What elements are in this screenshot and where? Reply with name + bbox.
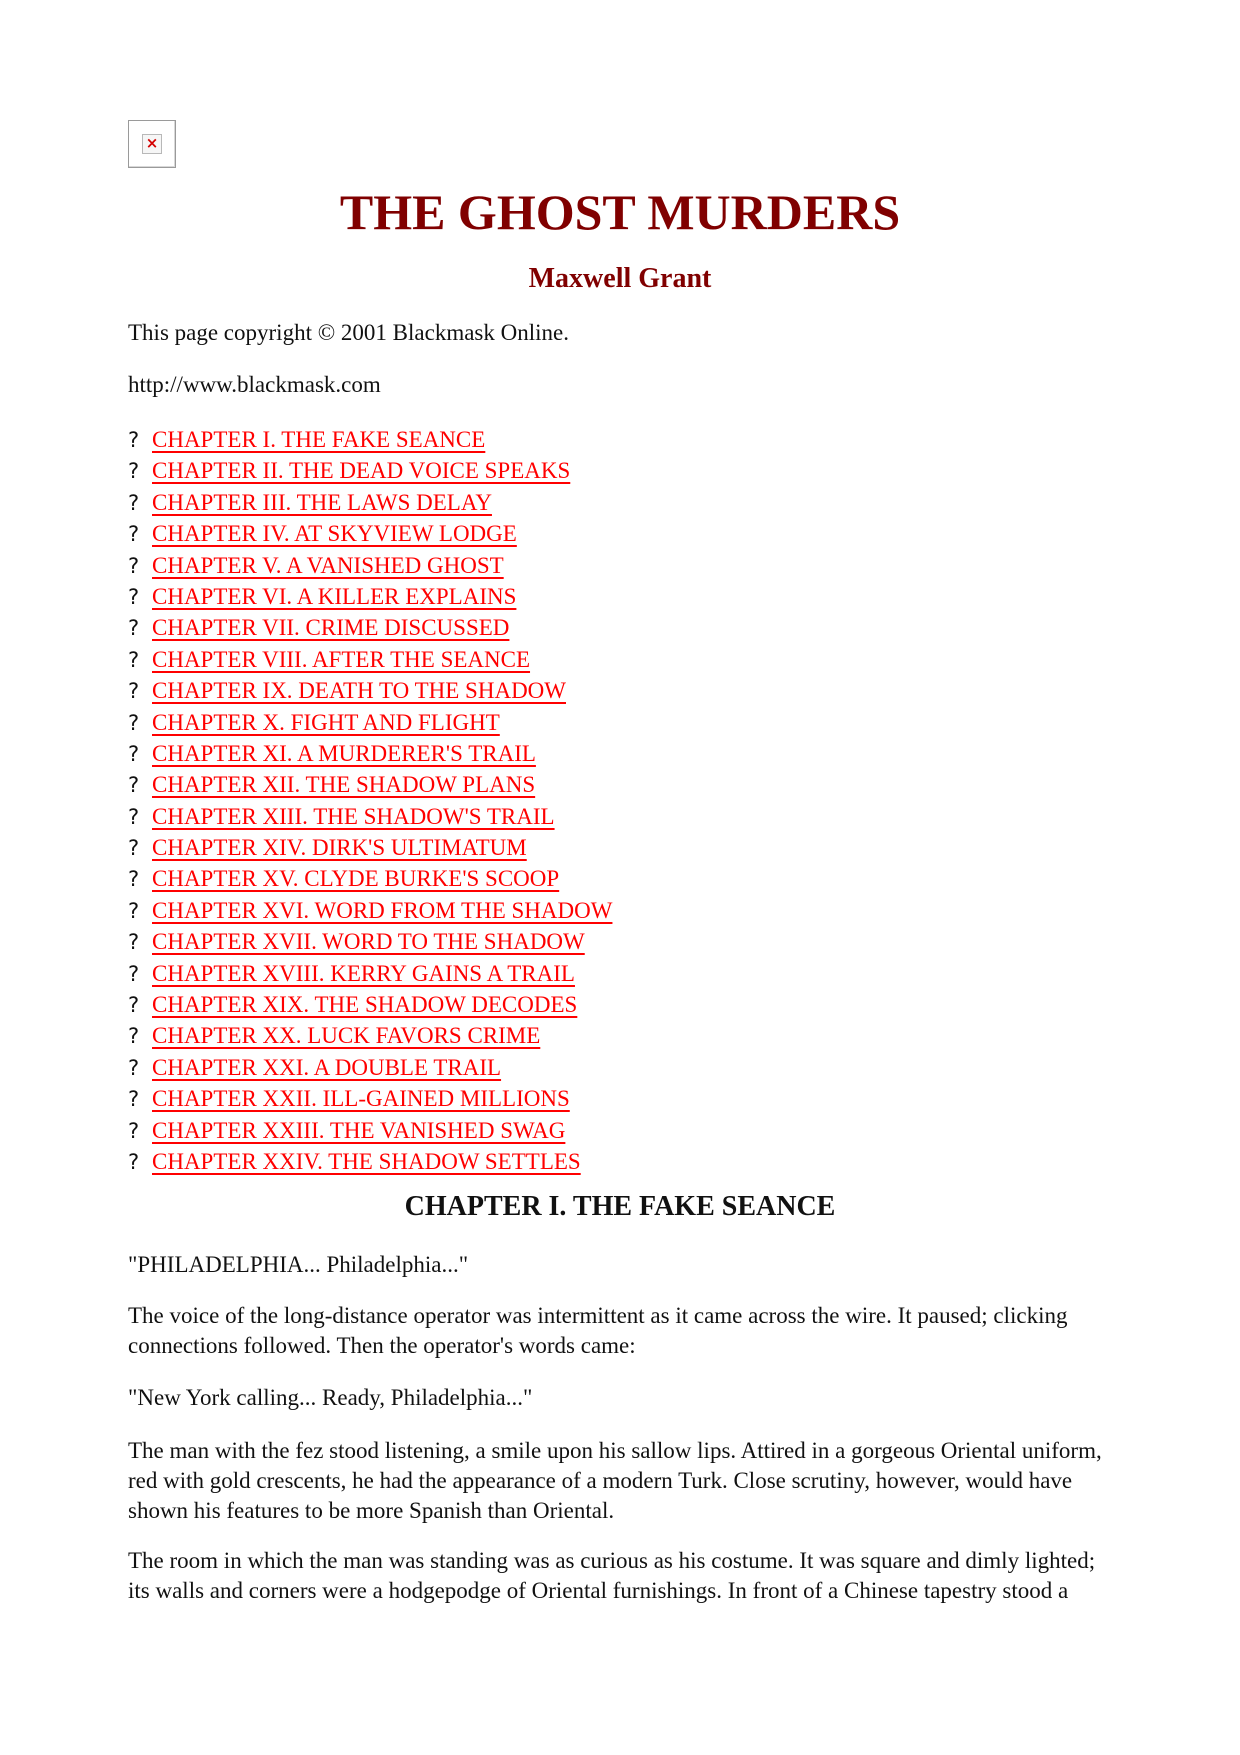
toc-item [128, 990, 612, 1021]
toc-chapter-link[interactable]: CHAPTER XV. CLYDE BURKE'S SCOOP [152, 866, 560, 892]
toc-chapter-link[interactable]: CHAPTER VIII. AFTER THE SEANCE [152, 646, 531, 672]
toc-bullet: ? [128, 804, 140, 829]
toc-bullet: ? [128, 584, 140, 609]
toc-chapter-link[interactable]: CHAPTER XVIII. KERRY GAINS A TRAIL [152, 960, 575, 986]
source-url: http://www.blackmask.com [128, 372, 381, 397]
toc-chapter-link[interactable]: CHAPTER XIII. THE SHADOW'S TRAIL [152, 803, 555, 829]
chapter-paragraph: The voice of the long-distance operator was intermittent as it came across the wire. It paused; clicking connections followed. Then the operator's words came: [128, 1303, 1068, 1358]
book-title: THE GHOST MURDERS [339, 184, 901, 240]
toc-bullet: ? [128, 1055, 140, 1080]
toc-bullet: ? [128, 647, 140, 672]
toc-bullet: ? [128, 1118, 140, 1143]
toc-item [128, 708, 612, 739]
toc-chapter-link[interactable]: CHAPTER VI. A KILLER EXPLAINS [152, 583, 517, 609]
toc-bullet: ? [128, 867, 140, 892]
toc-item [128, 802, 612, 833]
toc-bullet: ? [128, 679, 140, 704]
toc-item [128, 645, 612, 676]
toc-item [128, 676, 612, 707]
chapter-paragraph: "New York calling... Ready, Philadelphia..." [128, 1385, 533, 1410]
toc-item [128, 1053, 612, 1084]
toc-bullet: ? [128, 459, 140, 484]
toc-bullet: ? [128, 490, 140, 515]
toc-bullet: ? [128, 773, 140, 798]
chapter-paragraph: The man with the fez stood listening, a smile upon his sallow lips. Attired in a gorgeous Oriental uniform, red with gold crescents, he had the appearance of a modern Turk. Close scrutiny, however, would have shown his features to be more Spanish than Oriental. [128, 1438, 1102, 1523]
toc-bullet: ? [128, 428, 140, 452]
toc-chapter-link[interactable]: CHAPTER XI. A MURDERER'S TRAIL [152, 740, 536, 766]
toc-item [128, 582, 612, 613]
toc-item [128, 896, 612, 927]
toc-item [128, 1084, 612, 1115]
broken-image-placeholder [128, 120, 176, 168]
toc-chapter-link[interactable]: CHAPTER X. FIGHT AND FLIGHT [152, 709, 500, 735]
toc-chapter-link[interactable]: CHAPTER V. A VANISHED GHOST [152, 552, 504, 578]
toc-item [128, 959, 612, 990]
toc-chapter-link[interactable]: CHAPTER II. THE DEAD VOICE SPEAKS [152, 458, 571, 484]
toc-chapter-link[interactable]: CHAPTER I. THE FAKE SEANCE [152, 427, 486, 452]
toc-bullet: ? [128, 553, 140, 578]
toc-chapter-link[interactable]: CHAPTER XIX. THE SHADOW DECODES [152, 992, 578, 1018]
toc-chapter-link[interactable]: CHAPTER VII. CRIME DISCUSSED [152, 615, 510, 641]
chapter-paragraph: "PHILADELPHIA... Philadelphia..." [128, 1252, 469, 1277]
toc-item [128, 519, 612, 550]
toc-item [128, 864, 612, 895]
toc-item [128, 425, 612, 456]
toc-bullet: ? [128, 1087, 140, 1112]
chapter-paragraph: The room in which the man was standing was as curious as his costume. It was square and dimly lighted; its walls and corners were a hodgepodge of Oriental furnishings. In front of a Chinese tapestry stood a [128, 1548, 1096, 1603]
book-author: Maxwell Grant [528, 263, 712, 294]
toc-chapter-link[interactable]: CHAPTER XXIV. THE SHADOW SETTLES [152, 1148, 581, 1174]
toc-bullet: ? [128, 741, 140, 766]
table-of-contents [128, 425, 612, 1178]
toc-bullet: ? [128, 898, 140, 923]
toc-chapter-link[interactable]: CHAPTER XII. THE SHADOW PLANS [152, 772, 536, 798]
broken-image-icon: × [142, 134, 162, 154]
toc-overflow-fragment [128, 1178, 188, 1184]
toc-item [128, 551, 612, 582]
toc-item [128, 613, 612, 644]
toc-chapter-link[interactable]: CHAPTER IV. AT SKYVIEW LODGE [152, 521, 517, 547]
toc-item [128, 1116, 612, 1147]
toc-bullet: ? [128, 522, 140, 547]
toc-chapter-link[interactable]: CHAPTER XXIII. THE VANISHED SWAG [152, 1117, 566, 1143]
toc-bullet: ? [128, 930, 140, 955]
toc-item [128, 1021, 612, 1052]
toc-item [128, 488, 612, 519]
toc-chapter-link[interactable]: CHAPTER XXI. A DOUBLE TRAIL [152, 1054, 502, 1080]
toc-bullet: ? [128, 710, 140, 735]
toc-chapter-link[interactable]: CHAPTER XXII. ILL-GAINED MILLIONS [152, 1086, 570, 1112]
toc-item [128, 770, 612, 801]
toc-chapter-link[interactable]: CHAPTER XIV. DIRK'S ULTIMATUM [152, 835, 527, 861]
toc-bullet: ? [128, 836, 140, 861]
toc-item [128, 456, 612, 487]
toc-bullet: ? [128, 961, 140, 986]
toc-chapter-link[interactable]: CHAPTER XVII. WORD TO THE SHADOW [152, 929, 585, 955]
toc-item [128, 1147, 612, 1178]
toc-bullet: ? [128, 616, 140, 641]
copyright-notice: This page copyright © 2001 Blackmask Online. [128, 320, 569, 345]
chapter-heading: CHAPTER I. THE FAKE SEANCE [404, 1191, 836, 1222]
toc-bullet: ? [128, 1149, 140, 1174]
toc-item [128, 833, 612, 864]
toc-chapter-link[interactable]: CHAPTER III. THE LAWS DELAY [152, 489, 492, 515]
toc-item [128, 739, 612, 770]
toc-bullet: ? [128, 1024, 140, 1049]
toc-chapter-link[interactable]: CHAPTER XVI. WORD FROM THE SHADOW [152, 897, 613, 923]
toc-item [128, 927, 612, 958]
toc-bullet: ? [128, 993, 140, 1018]
toc-chapter-link[interactable]: CHAPTER IX. DEATH TO THE SHADOW [152, 678, 566, 704]
toc-chapter-link[interactable]: CHAPTER XX. LUCK FAVORS CRIME [152, 1023, 541, 1049]
